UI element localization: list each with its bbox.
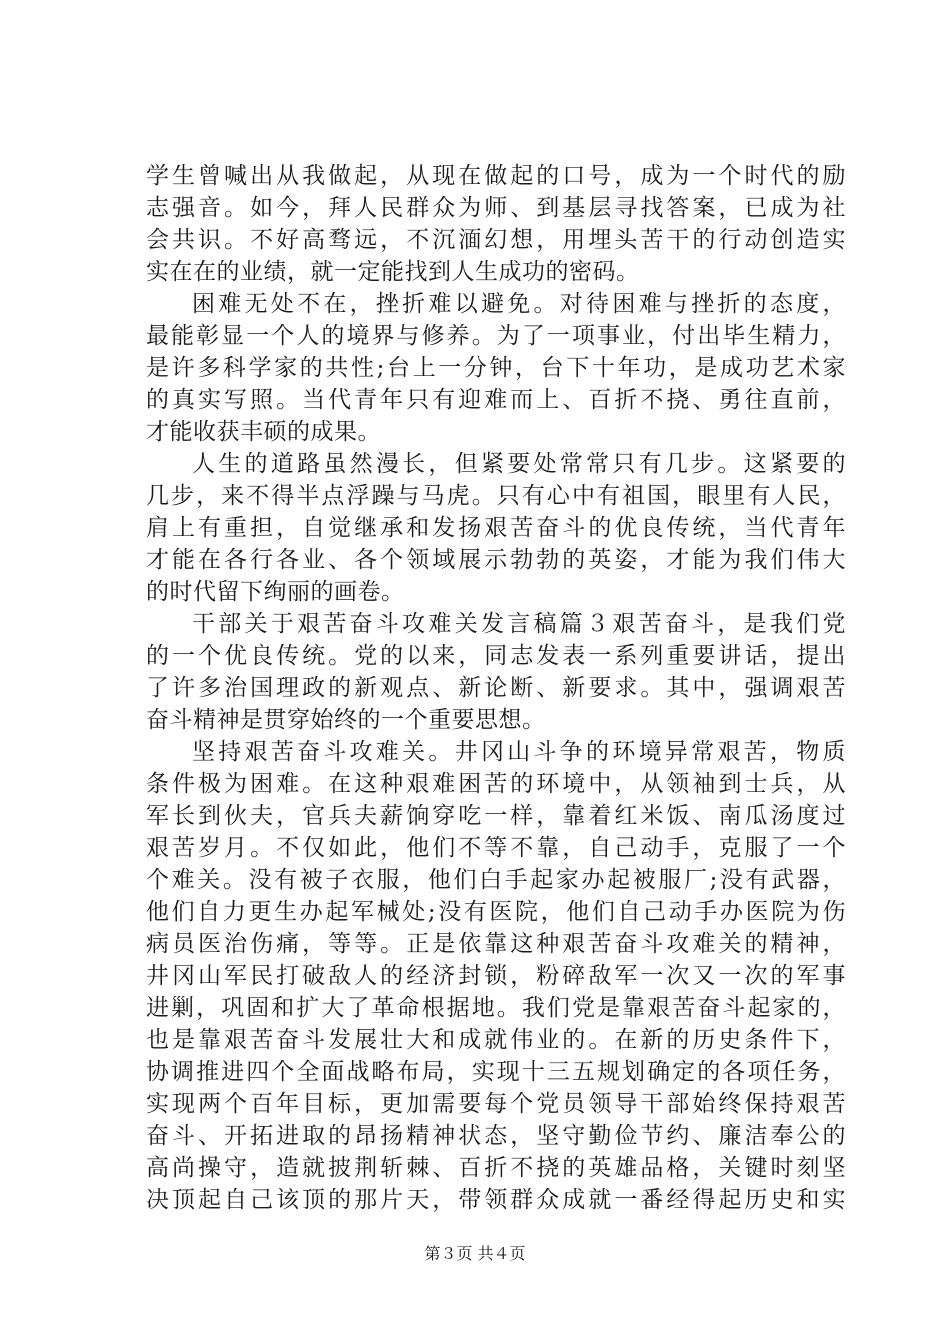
text-line: 军长到伙夫，官兵夫薪饷穿吃一样，靠着红米饭、南瓜汤度过: [146, 803, 846, 829]
document-body: [146, 160, 846, 1216]
text-line: 人生的道路虽然漫长，但紧要处常常只有几步。这紧要的: [192, 451, 846, 477]
paragraph: [146, 448, 846, 608]
text-line: 协调推进四个全面战略布局，实现十三五规划确定的各项任务，: [146, 1059, 846, 1085]
text-line: 学生曾喊出从我做起，从现在做起的口号，成为一个时代的励: [146, 163, 846, 189]
text-line: 最能彰显一个人的境界与修养。为了一项事业，付出毕生精力，: [146, 323, 846, 349]
text-line: 实在在的业绩，就一定能找到人生成功的密码。: [146, 259, 640, 285]
paragraph: [146, 288, 846, 448]
text-line: 困难无处不在，挫折难以避免。对待困难与挫折的态度，: [192, 291, 846, 317]
text-line: 也是靠艰苦奋斗发展壮大和成就伟业的。在新的历史条件下，: [146, 1027, 846, 1053]
text-line: 井冈山军民打破敌人的经济封锁，粉碎敌军一次又一次的军事: [146, 963, 846, 989]
text-line: 艰苦岁月。不仅如此，他们不等不靠，自己动手，克服了一个: [146, 835, 846, 861]
text-line: 了许多治国理政的新观点、新论断、新要求。其中，强调艰苦: [146, 675, 846, 701]
text-line: 条件极为困难。在这种艰难困苦的环境中，从领袖到士兵，从: [146, 771, 846, 797]
text-line: 肩上有重担，自觉继承和发扬艰苦奋斗的优良传统，当代青年: [146, 515, 846, 541]
text-line: 进剿，巩固和扩大了革命根据地。我们党是靠艰苦奋斗起家的，: [146, 995, 846, 1021]
text-line: 才能收获丰硕的成果。: [146, 419, 381, 445]
text-line: 他们自力更生办起军械处;没有医院，他们自己动手办医院为伤: [146, 899, 846, 925]
text-line: 奋斗、开拓进取的昂扬精神状态，坚守勤俭节约、廉洁奉公的: [146, 1123, 846, 1149]
text-line: 干部关于艰苦奋斗攻难关发言稿篇３艰苦奋斗，是我们党: [192, 611, 846, 637]
paragraph: [146, 160, 846, 288]
text-line: 决顶起自己该顶的那片天，带领群众成就一番经得起历史和实: [146, 1187, 846, 1213]
text-line: 会共识。不好高骛远，不沉湎幻想，用埋头苦干的行动创造实: [146, 227, 846, 253]
text-line: 高尚操守，造就披荆斩棘、百折不挠的英雄品格，关键时刻坚: [146, 1155, 846, 1181]
paragraph: [146, 608, 846, 736]
text-line: 几步，来不得半点浮躁与马虎。只有心中有祖国，眼里有人民，: [146, 483, 846, 509]
paragraph: [146, 736, 846, 1216]
page-footer: 第３页 共４页: [424, 1244, 526, 1263]
text-line: 实现两个百年目标，更加需要每个党员领导干部始终保持艰苦: [146, 1091, 846, 1117]
text-line: 的真实写照。当代青年只有迎难而上、百折不挠、勇往直前，: [146, 387, 846, 413]
text-line: 的一个优良传统。党的以来，同志发表一系列重要讲话，提出: [146, 643, 846, 669]
text-line: 个难关。没有被子衣服，他们白手起家办起被服厂;没有武器，: [146, 867, 846, 893]
text-line: 病员医治伤痛，等等。正是依靠这种艰苦奋斗攻难关的精神，: [146, 931, 846, 957]
text-line: 志强音。如今，拜人民群众为师、到基层寻找答案，已成为社: [146, 195, 846, 221]
text-line: 才能在各行各业、各个领域展示勃勃的英姿，才能为我们伟大: [146, 547, 846, 573]
text-line: 坚持艰苦奋斗攻难关。井冈山斗争的环境异常艰苦，物质: [192, 739, 846, 765]
text-line: 奋斗精神是贯穿始终的一个重要思想。: [146, 707, 546, 733]
text-line: 的时代留下绚丽的画卷。: [146, 579, 405, 605]
text-line: 是许多科学家的共性;台上一分钟，台下十年功，是成功艺术家: [146, 355, 846, 381]
